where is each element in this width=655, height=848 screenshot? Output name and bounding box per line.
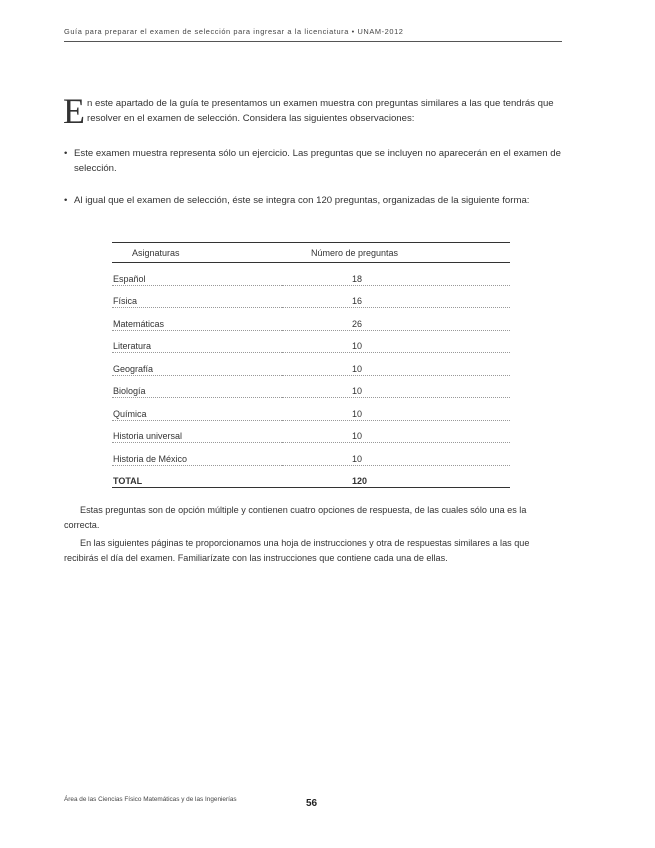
intro-text: n este apartado de la guía te presentamos un examen muestra con preguntas similares a las que tendrás que resolver en el examen de selección. Considera las siguientes observaciones: [87,98,554,124]
body-paragraph: En las siguientes páginas te proporcionamos una hoja de instrucciones y otra de respuestas similares a las que recibirás el día del examen. Familiarízate con las instrucciones que contiene cada una de ellas. [64,538,530,563]
total-count: 120 [282,465,510,488]
table-row [112,420,510,443]
subject-cell: Geografía [112,353,282,376]
table-total-row [112,465,510,488]
table-row [112,353,510,376]
table-row [112,263,510,286]
subject-cell: Historia de México [112,443,282,466]
count-cell: 10 [282,330,510,353]
intro-paragraph [63,91,562,131]
footer-area-label: Área de las Ciencias Físico Matemáticas y de las Ingenierías [64,796,237,803]
running-header: Guía para preparar el examen de selección para ingresar a la licenciatura • UNAM-2012 [64,27,562,42]
table-row [112,443,510,466]
count-cell: 10 [282,375,510,398]
drop-cap: E [63,91,85,131]
subject-cell: Física [112,285,282,308]
subject-cell: Historia universal [112,420,282,443]
table-row [112,308,510,331]
bullet-icon: • [64,195,68,206]
count-cell: 10 [282,420,510,443]
subjects-table [112,242,510,488]
table-header-row [112,243,510,263]
subject-cell: Química [112,398,282,421]
table-row [112,375,510,398]
count-cell: 26 [282,308,510,331]
count-cell: 10 [282,398,510,421]
column-header-subject: Asignaturas [112,243,282,263]
count-cell: 16 [282,285,510,308]
bullet-text: Este examen muestra representa sólo un ejercicio. Las preguntas que se incluyen no aparecerán en el examen de selección. [74,148,561,174]
bullet-icon: • [64,148,68,159]
bullet-item [64,193,562,208]
count-cell: 10 [282,353,510,376]
page-number: 56 [306,798,318,809]
subject-cell: Español [112,263,282,286]
table-row [112,285,510,308]
body-paragraph: Estas preguntas son de opción múltiple y contienen cuatro opciones de respuesta, de las cuales sólo una es la correcta. [64,505,527,530]
count-cell: 10 [282,443,510,466]
count-cell: 18 [282,263,510,286]
subject-cell: Literatura [112,330,282,353]
bullet-text: Al igual que el examen de selección, éste se integra con 120 preguntas, organizadas de la siguiente forma: [74,195,530,206]
bullet-item [64,146,562,176]
column-header-count: Número de preguntas [282,243,510,263]
table-row [112,330,510,353]
subject-cell: Matemáticas [112,308,282,331]
subject-cell: Biología [112,375,282,398]
table-row [112,398,510,421]
total-label: TOTAL [112,465,282,488]
